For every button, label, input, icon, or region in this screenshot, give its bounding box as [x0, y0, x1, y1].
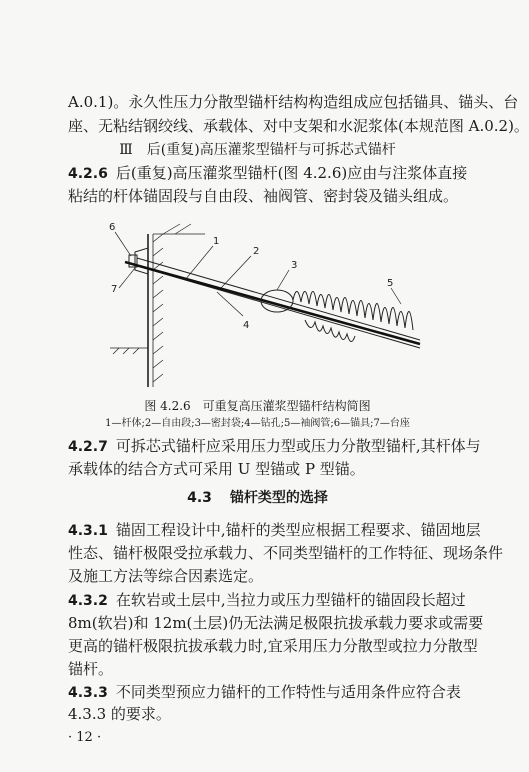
- text-line: 性态、锚杆极限受拉承载力、不同类型锚杆的工作特征、现场条件: [68, 544, 504, 562]
- clause-text: 在软岩或土层中,当拉力或压力型锚杆的锚固段长超过: [115, 591, 466, 609]
- text-line: 粘结的杆体锚固段与自由段、袖阀管、密封袋及锚头组成。: [68, 187, 459, 205]
- label-1: 1: [213, 236, 220, 247]
- clause-4-3-1: [68, 520, 481, 541]
- text-line: 锚杆。: [68, 660, 114, 678]
- text-line: 及施工方法等综合因素选定。: [68, 567, 264, 585]
- section-number: 4.3: [187, 490, 212, 506]
- clause-4-3-2: [68, 590, 468, 611]
- tendon: [125, 262, 420, 344]
- base-hatching: [113, 348, 139, 354]
- figure-legend: 1—杆体;2—自由段;3—密封袋;4—钻孔;5—袖阀管;6—锚具;7—台座: [105, 418, 410, 429]
- clause-text: 锚固工程设计中,锚杆的类型应根据工程要求、锚固地层: [115, 521, 481, 539]
- text-line: 承载体的结合方式可采用 U 型锚或 P 型锚。: [68, 460, 365, 478]
- section-heading: [0, 487, 515, 507]
- text-line: 更高的锚杆极限抗拔承载力时,宜采用压力分散型或拉力分散型: [68, 637, 478, 655]
- clause-number: 4.2.7: [68, 439, 108, 455]
- figure-caption: 图 4.2.6 可重复高压灌浆型锚杆结构简图: [144, 399, 371, 413]
- clause-text: 不同类型预应力锚杆的工作特性与适用条件应符合表: [115, 683, 461, 701]
- text-line: 座、无粘结钢绞线、承载体、对中支架和水泥浆体(本规范图 A.0.2)。: [68, 117, 529, 135]
- clause-4-2-6: [68, 163, 468, 184]
- label-2: 2: [253, 246, 260, 257]
- label-7: 7: [111, 284, 118, 295]
- soil-hatching: [153, 224, 191, 382]
- label-3: 3: [291, 260, 298, 271]
- label-4: 4: [243, 320, 250, 331]
- section-title: 锚杆类型的选择: [229, 490, 328, 506]
- label-6: 6: [109, 222, 116, 233]
- clause-4-2-7: [68, 436, 481, 457]
- clause-number: 4.2.6: [68, 166, 108, 182]
- clause-number: 4.3.1: [68, 523, 108, 539]
- subsection-heading: Ⅲ 后(重复)高压灌浆型锚杆与可拆芯式锚杆: [119, 142, 396, 158]
- clause-4-3-3: [68, 682, 468, 703]
- clause-text: 可拆芯式锚杆应采用压力型或压力分散型锚杆,其杆体与: [115, 437, 481, 455]
- clause-number: 4.3.2: [68, 593, 108, 609]
- clause-number: 4.3.3: [68, 685, 108, 701]
- clause-text: 后(重复)高压灌浆型锚杆(图 4.2.6)应由与注浆体直接: [115, 164, 468, 182]
- text-line: 4.3.3 的要求。: [68, 705, 171, 723]
- text-line: 8m(软岩)和 12m(土层)仍无法满足极限抗拔承载力要求或需要: [68, 614, 484, 632]
- text-line: A.0.1)。永久性压力分散型锚杆结构构造组成应包括锚具、锚头、台: [68, 93, 519, 111]
- anchor-structure-figure: [105, 222, 425, 394]
- borehole-top: [137, 258, 420, 340]
- page-number: · 12 ·: [68, 730, 102, 745]
- label-5: 5: [387, 278, 394, 289]
